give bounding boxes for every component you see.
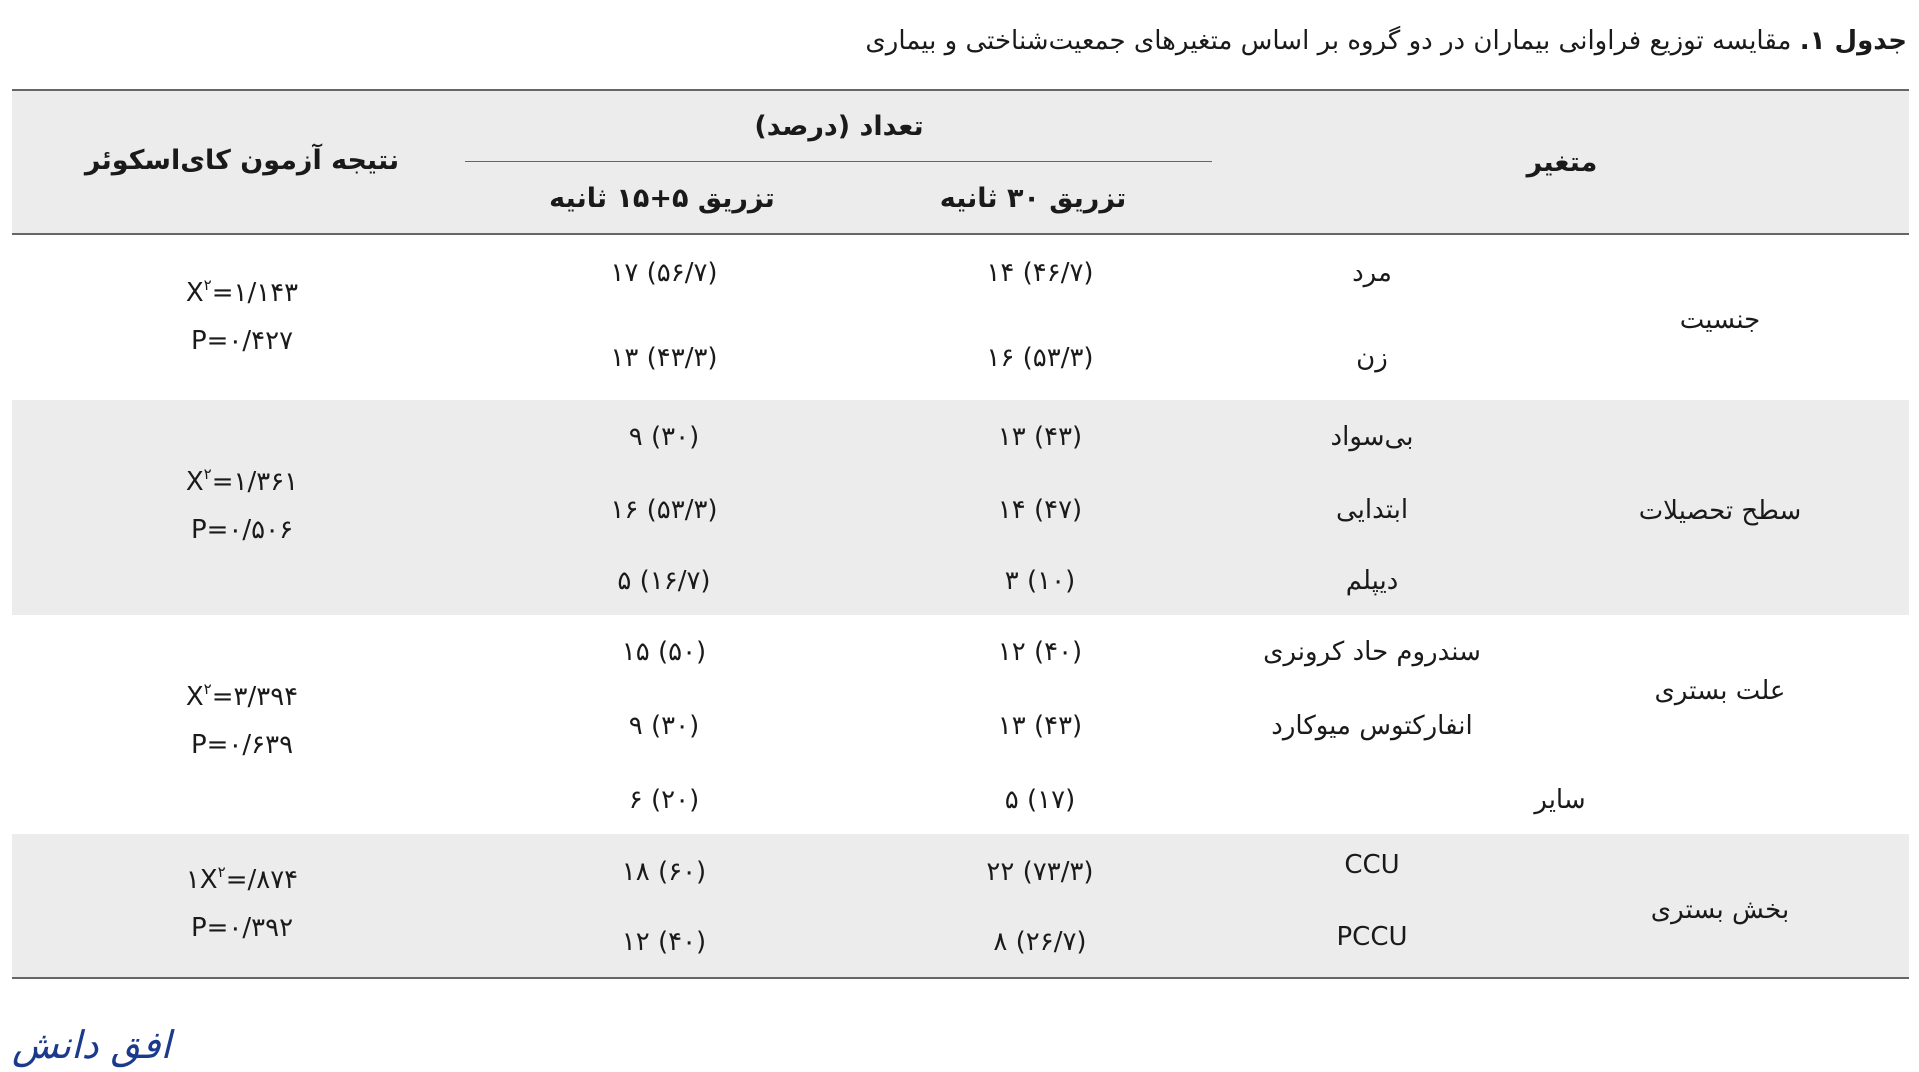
table-bottom-rule	[12, 977, 1909, 979]
p-value: P=۰/۵۰۶	[190, 515, 294, 545]
item-label: PCCU	[1336, 922, 1408, 952]
chi-square-result	[12, 269, 472, 365]
item-label: بی‌سواد	[1330, 422, 1414, 452]
item-label: سایر	[1534, 785, 1586, 815]
item-label: سندروم حاد کرونری	[1263, 637, 1481, 667]
cell-inj-30s: ۲۲ (۷۳/۳)	[986, 857, 1094, 887]
chi-square-result	[12, 856, 472, 952]
item-label: دیپلم	[1345, 566, 1399, 596]
table-header	[12, 91, 1909, 234]
header-inj-5-15s: تزریق ۵+۱۵ ثانیه	[549, 183, 775, 214]
table-row	[12, 632, 1909, 672]
item-label: زن	[1356, 343, 1388, 373]
item-label: CCU	[1344, 850, 1400, 880]
cell-inj-5-15s: ۵ (۱۶/۷)	[617, 566, 711, 596]
cell-inj-5-15s: ۱۶ (۵۳/۳)	[610, 495, 718, 525]
table-row	[12, 417, 1909, 457]
item-label: انفارکتوس میوکارد	[1271, 711, 1473, 741]
table-caption	[865, 21, 1907, 61]
item-label: ابتدایی	[1335, 495, 1409, 525]
table-group	[12, 400, 1909, 615]
cell-inj-30s: ۳ (۱۰)	[1004, 566, 1076, 596]
cell-inj-30s: ۱۶ (۵۳/۳)	[986, 343, 1094, 373]
cell-inj-5-15s: ۱۸ (۶۰)	[621, 857, 707, 887]
table-row	[12, 780, 1909, 820]
cell-inj-5-15s: ۱۷ (۵۶/۷)	[610, 258, 718, 288]
group-label: سطح تحصیلات	[1638, 496, 1802, 526]
cell-inj-30s: ۱۳ (۴۳)	[997, 711, 1083, 741]
chi-square-statistic: $۱X^۲=/۸۷۴$	[185, 863, 299, 895]
group-label: بخش بستری	[1650, 895, 1790, 925]
chi-square-statistic: $X^۲=۳/۳۹۴$	[185, 680, 299, 712]
header-subrule	[465, 161, 1212, 162]
header-chi-square: نتیجه آزمون کای‌اسکوئر	[84, 145, 400, 176]
item-label: مرد	[1352, 258, 1392, 288]
journal-logo: افق دانش	[12, 1023, 171, 1067]
chi-square-statistic: $X^۲=۱/۳۶۱$	[185, 465, 299, 497]
cell-inj-5-15s: ۹ (۳۰)	[628, 422, 700, 452]
cell-inj-30s: ۱۲ (۴۰)	[997, 637, 1083, 667]
cell-inj-5-15s: ۶ (۲۰)	[628, 785, 700, 815]
table-group	[12, 834, 1909, 978]
table-row	[12, 561, 1909, 601]
chi-square-result	[12, 673, 472, 769]
caption-label: جدول ۱.	[1799, 26, 1907, 56]
group-label: علت بستری	[1654, 676, 1786, 706]
caption-text: مقایسه توزیع فراوانی بیماران در دو گروه بر اساس متغیرهای جمعیت‌شناختی و بیماری	[865, 26, 1792, 56]
p-value: P=۰/۶۳۹	[190, 730, 294, 760]
cell-inj-30s: ۱۳ (۴۳)	[997, 422, 1083, 452]
cell-inj-30s: ۸ (۲۶/۷)	[993, 927, 1087, 957]
table-group	[12, 615, 1909, 834]
cell-inj-5-15s: ۱۳ (۴۳/۳)	[610, 343, 718, 373]
cell-inj-30s: ۱۴ (۴۶/۷)	[986, 258, 1094, 288]
table-group	[12, 235, 1909, 400]
p-value: P=۰/۴۲۷	[190, 326, 294, 356]
cell-inj-5-15s: ۹ (۳۰)	[628, 711, 700, 741]
header-inj-30s: تزریق ۳۰ ثانیه	[939, 183, 1127, 214]
cell-inj-30s: ۱۴ (۴۷)	[997, 495, 1083, 525]
chi-square-result	[12, 458, 472, 554]
p-value: P=۰/۳۹۲	[190, 913, 294, 943]
cell-inj-5-15s: ۱۵ (۵۰)	[621, 637, 707, 667]
cell-inj-30s: ۵ (۱۷)	[1004, 785, 1076, 815]
chi-square-statistic: $X^۲=۱/۱۴۳$	[185, 276, 299, 308]
header-variable: متغیر	[1526, 147, 1598, 178]
group-label: جنسیت	[1679, 305, 1761, 335]
header-count-percent: تعداد (درصد)	[754, 111, 924, 142]
cell-inj-5-15s: ۱۲ (۴۰)	[621, 927, 707, 957]
